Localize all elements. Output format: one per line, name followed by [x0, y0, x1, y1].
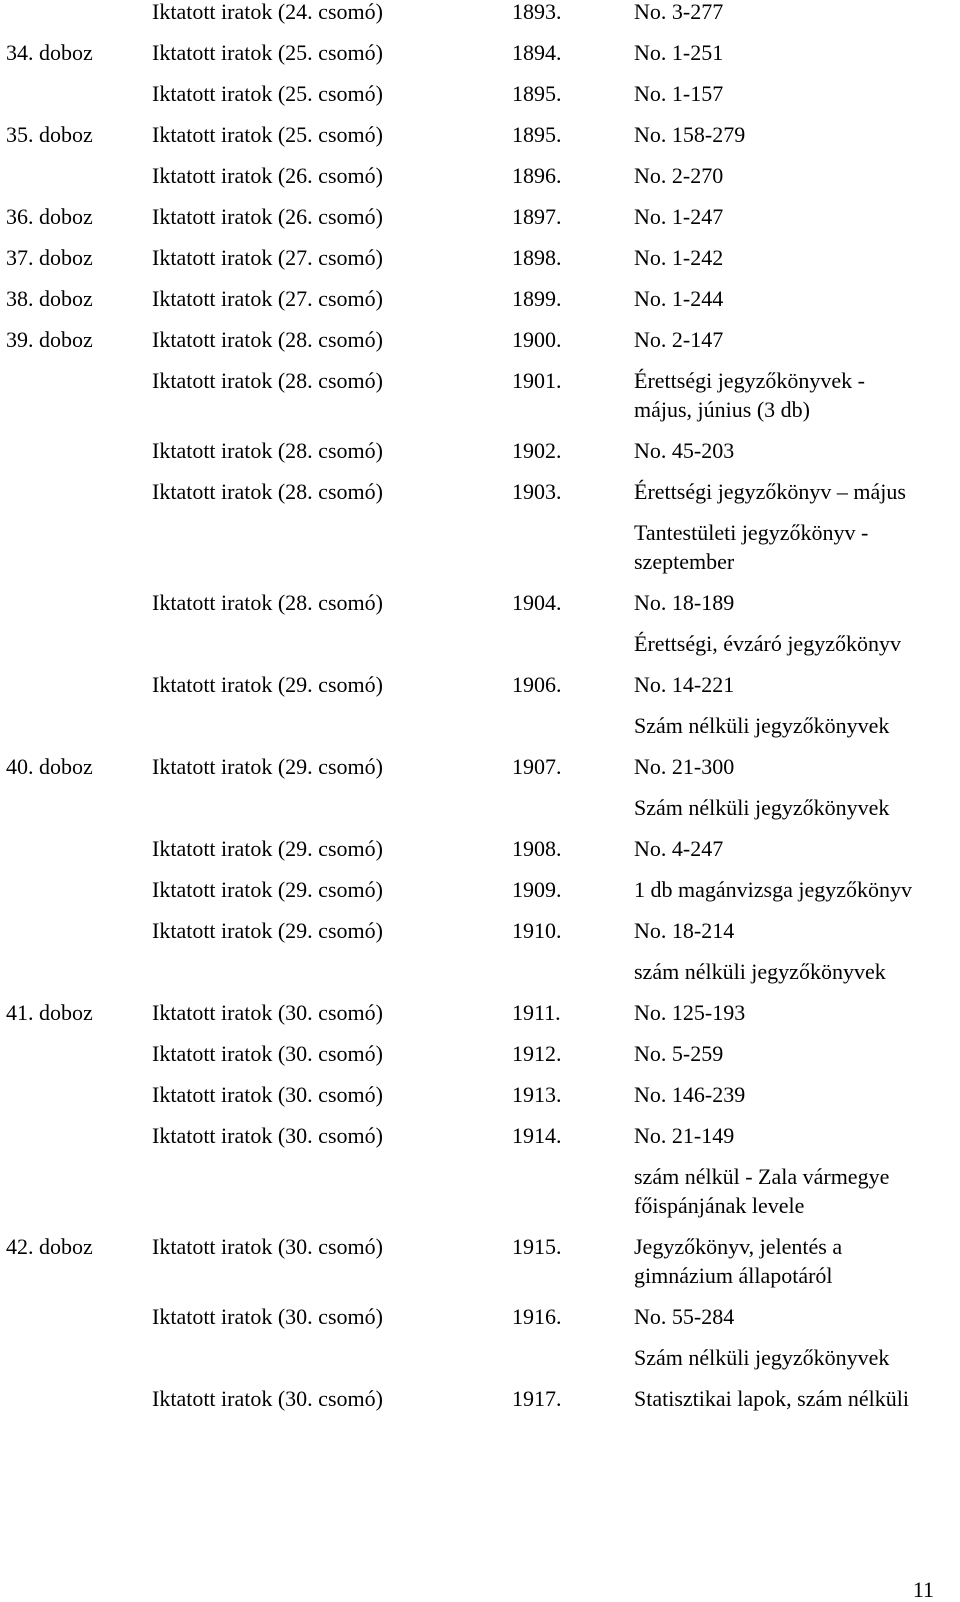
number-cell: 1 db magánvizsga jegyzőkönyv: [634, 877, 912, 902]
year-cell: 1907.: [512, 754, 562, 779]
number-cell: No. 146-239: [634, 1082, 746, 1107]
number-cell: No. 18-189: [634, 590, 735, 615]
year-cell: 1899.: [512, 286, 562, 311]
description-cell: Iktatott iratok (24. csomó): [152, 0, 383, 24]
year-cell: 1913.: [512, 1082, 562, 1107]
number-cell: szeptember: [634, 549, 735, 574]
description-cell: Iktatott iratok (29. csomó): [152, 754, 383, 779]
box-cell: 40. doboz: [6, 754, 93, 779]
year-cell: 1904.: [512, 590, 562, 615]
number-cell: szám nélkül - Zala vármegye: [634, 1164, 890, 1189]
number-cell: No. 55-284: [634, 1304, 735, 1329]
number-cell: Szám nélküli jegyzőkönyvek: [634, 1345, 890, 1370]
box-cell: 35. doboz: [6, 122, 93, 147]
year-cell: 1893.: [512, 0, 562, 24]
number-cell: No. 5-259: [634, 1041, 724, 1066]
number-cell: No. 18-214: [634, 918, 735, 943]
description-cell: Iktatott iratok (30. csomó): [152, 1234, 383, 1259]
number-cell: Szám nélküli jegyzőkönyvek: [634, 795, 890, 820]
number-cell: főispánjának levele: [634, 1193, 805, 1218]
description-cell: Iktatott iratok (30. csomó): [152, 1386, 383, 1411]
year-cell: 1914.: [512, 1123, 562, 1148]
number-cell: No. 4-247: [634, 836, 724, 861]
year-cell: 1916.: [512, 1304, 562, 1329]
number-cell: szám nélküli jegyzőkönyvek: [634, 959, 886, 984]
description-cell: Iktatott iratok (30. csomó): [152, 1041, 383, 1066]
year-cell: 1898.: [512, 245, 562, 270]
year-cell: 1902.: [512, 438, 562, 463]
year-cell: 1915.: [512, 1234, 562, 1259]
number-cell: május, június (3 db): [634, 397, 810, 422]
number-cell: No. 158-279: [634, 122, 746, 147]
number-cell: Szám nélküli jegyzőkönyvek: [634, 713, 890, 738]
number-cell: Érettségi, évzáró jegyzőkönyv: [634, 631, 901, 656]
number-cell: No. 1-244: [634, 286, 724, 311]
description-cell: Iktatott iratok (26. csomó): [152, 163, 383, 188]
description-cell: Iktatott iratok (28. csomó): [152, 479, 383, 504]
year-cell: 1897.: [512, 204, 562, 229]
number-cell: Jegyzőkönyv, jelentés a: [634, 1234, 843, 1259]
description-cell: Iktatott iratok (29. csomó): [152, 918, 383, 943]
year-cell: 1896.: [512, 163, 562, 188]
year-cell: 1912.: [512, 1041, 562, 1066]
number-cell: No. 1-251: [634, 40, 724, 65]
number-cell: No. 2-270: [634, 163, 724, 188]
year-cell: 1901.: [512, 368, 562, 393]
box-cell: 37. doboz: [6, 245, 93, 270]
description-cell: Iktatott iratok (27. csomó): [152, 245, 383, 270]
number-cell: Statisztikai lapok, szám nélküli: [634, 1386, 909, 1411]
box-cell: 41. doboz: [6, 1000, 93, 1025]
description-cell: Iktatott iratok (25. csomó): [152, 81, 383, 106]
box-cell: 34. doboz: [6, 40, 93, 65]
description-cell: Iktatott iratok (30. csomó): [152, 1123, 383, 1148]
year-cell: 1910.: [512, 918, 562, 943]
page-number: 11: [912, 1577, 934, 1602]
description-cell: Iktatott iratok (25. csomó): [152, 122, 383, 147]
description-cell: Iktatott iratok (30. csomó): [152, 1304, 383, 1329]
description-cell: Iktatott iratok (29. csomó): [152, 877, 383, 902]
number-cell: No. 3-277: [634, 0, 724, 24]
year-cell: 1911.: [512, 1000, 561, 1025]
number-cell: No. 2-147: [634, 327, 724, 352]
description-cell: Iktatott iratok (27. csomó): [152, 286, 383, 311]
description-cell: Iktatott iratok (29. csomó): [152, 672, 383, 697]
number-cell: No. 45-203: [634, 438, 735, 463]
description-cell: Iktatott iratok (28. csomó): [152, 327, 383, 352]
description-cell: Iktatott iratok (28. csomó): [152, 368, 383, 393]
year-cell: 1909.: [512, 877, 562, 902]
number-cell: gimnázium állapotáról: [634, 1263, 833, 1288]
year-cell: 1894.: [512, 40, 562, 65]
number-cell: Érettségi jegyzőkönyvek -: [634, 368, 865, 393]
description-cell: Iktatott iratok (28. csomó): [152, 438, 383, 463]
number-cell: No. 1-157: [634, 81, 724, 106]
description-cell: Iktatott iratok (30. csomó): [152, 1082, 383, 1107]
year-cell: 1900.: [512, 327, 562, 352]
description-cell: Iktatott iratok (30. csomó): [152, 1000, 383, 1025]
box-cell: 36. doboz: [6, 204, 93, 229]
description-cell: Iktatott iratok (25. csomó): [152, 40, 383, 65]
description-cell: Iktatott iratok (28. csomó): [152, 590, 383, 615]
description-cell: Iktatott iratok (26. csomó): [152, 204, 383, 229]
year-cell: 1895.: [512, 122, 562, 147]
box-cell: 38. doboz: [6, 286, 93, 311]
year-cell: 1908.: [512, 836, 562, 861]
year-cell: 1917.: [512, 1386, 562, 1411]
box-cell: 42. doboz: [6, 1234, 93, 1259]
number-cell: Tantestületi jegyzőkönyv -: [634, 520, 869, 545]
number-cell: No. 14-221: [634, 672, 735, 697]
number-cell: No. 125-193: [634, 1000, 746, 1025]
box-cell: 39. doboz: [6, 327, 93, 352]
year-cell: 1906.: [512, 672, 562, 697]
number-cell: No. 1-247: [634, 204, 724, 229]
number-cell: No. 21-149: [634, 1123, 735, 1148]
number-cell: No. 1-242: [634, 245, 724, 270]
year-cell: 1895.: [512, 81, 562, 106]
year-cell: 1903.: [512, 479, 562, 504]
description-cell: Iktatott iratok (29. csomó): [152, 836, 383, 861]
number-cell: No. 21-300: [634, 754, 735, 779]
number-cell: Érettségi jegyzőkönyv – május: [634, 479, 906, 504]
